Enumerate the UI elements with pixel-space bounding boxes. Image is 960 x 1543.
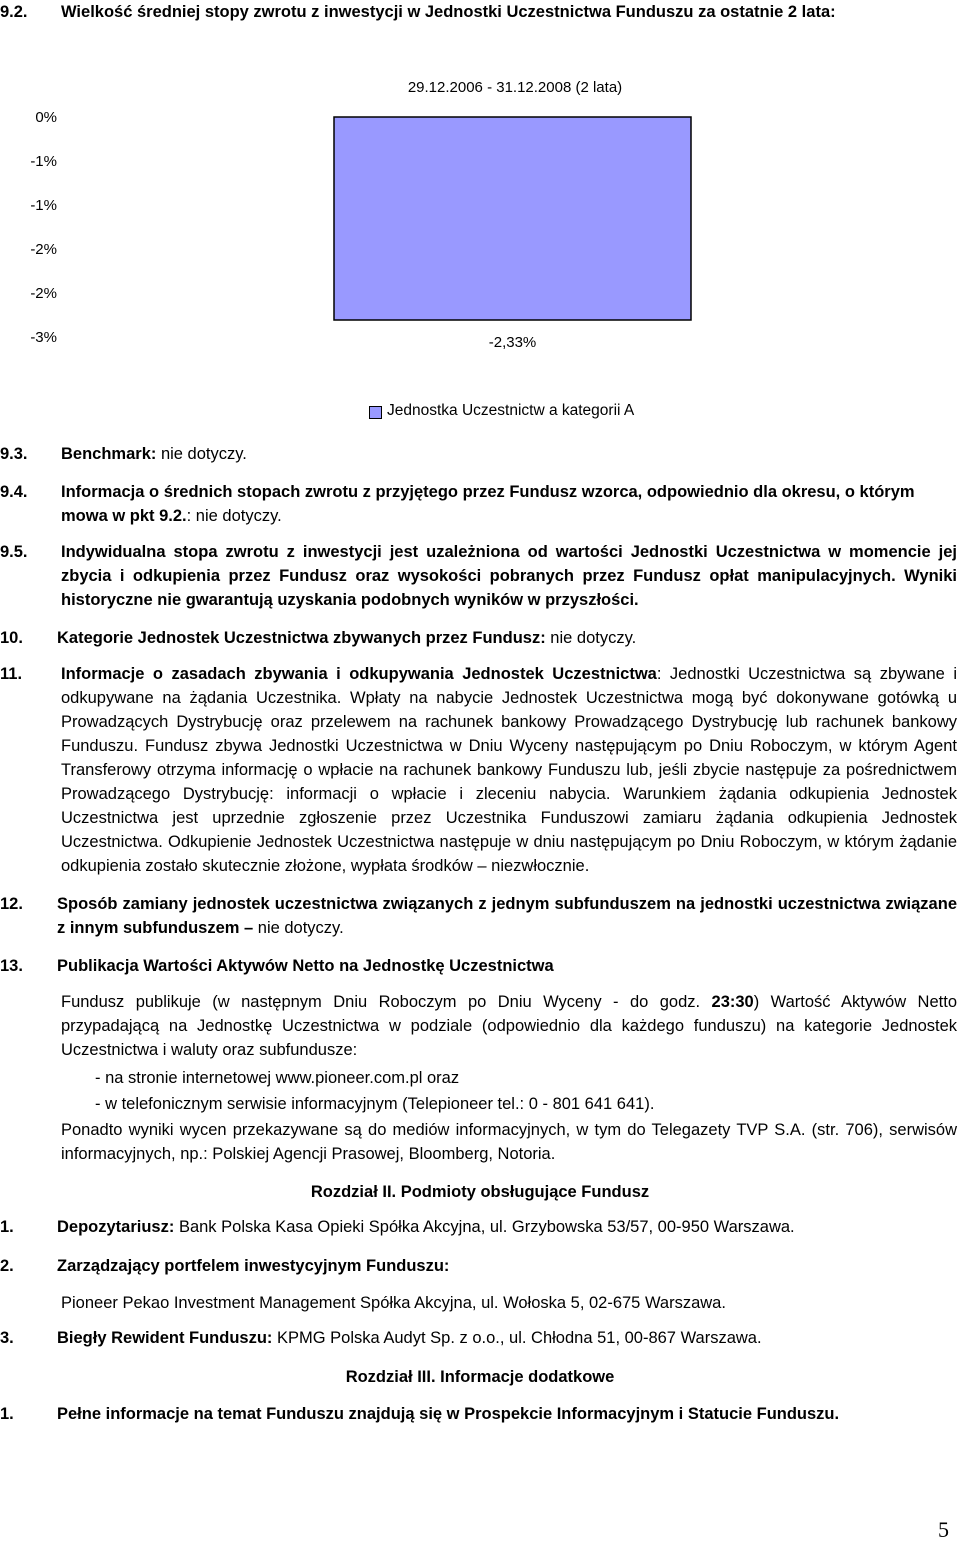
- chapter-3-item-1-text: Pełne informacje na temat Funduszu znajdują się w Prospekcie Informacyjnym i Statucie Funduszu.: [57, 1405, 840, 1423]
- chapter-2-item-1-number: 1.: [0, 1218, 14, 1236]
- section-9-4-value: : nie dotyczy.: [186, 507, 282, 525]
- portfolio-manager-label: Zarządzający portfelem inwestycyjnym Funduszu:: [57, 1257, 450, 1275]
- section-11-number: 11.: [0, 665, 23, 683]
- chapter-3-item-1-number: 1.: [0, 1405, 14, 1423]
- section-9-4-number: 9.4.: [0, 483, 28, 501]
- legend-label: Jednostka Uczestnictw a kategorii A: [387, 402, 635, 419]
- section-12-value: nie dotyczy.: [253, 919, 344, 937]
- y-tick-label: -2%: [30, 285, 57, 302]
- chapter-2-item-2-number: 2.: [0, 1257, 14, 1275]
- section-10-value: nie dotyczy.: [545, 629, 637, 647]
- chart-title: 29.12.2006 - 31.12.2008 (2 lata): [407, 79, 623, 96]
- section-9-4-ref: mowa w pkt 9.2.: [61, 507, 187, 525]
- section-12-label: Sposób zamiany jednostek uczestnictwa związanych z jednym subfunduszem na jednostki uczestnictwa związane z innym subfunduszem –: [57, 895, 957, 937]
- y-tick-label: 0%: [35, 109, 57, 126]
- section-9-4-line1: Informacja o średnich stopach zwrotu z przyjętego przez Fundusz wzorca, odpowiednio dla okresu, o którym: [61, 483, 915, 501]
- section-9-5-number: 9.5.: [0, 543, 28, 561]
- chapter-2-heading: Rozdział II. Podmioty obsługujące Fundusz: [310, 1183, 650, 1201]
- section-11-label: Informacje o zasadach zbywania i odkupywania Jednostek Uczestnictwa: [61, 665, 657, 683]
- section-13-p1-start: Fundusz publikuje (w następnym Dniu Roboczym po Dniu Wyceny - do godz.: [61, 993, 712, 1011]
- chart-data-labels: [489, 334, 537, 351]
- y-tick-label: -2%: [30, 241, 57, 258]
- section-10-text: [57, 626, 636, 650]
- section-9-4-line2: [61, 504, 282, 528]
- section-13-number: 13.: [0, 957, 23, 975]
- chapter-2-item-3: [57, 1326, 762, 1350]
- section-9-2-number: 9.2.: [0, 3, 28, 21]
- section-11-body: : Jednostki Uczestnictwa są zbywane i odkupywane na żądania Uczestnika. Wpłaty na nabycie Jednostek Uczestnictwa mogą być dokonywane gotówką u Prowadzących Dystrybucję oraz przelewem na rachunek bankowy Prowadzącego Dystrybucję lub rachunek bankowy Funduszu. Fundusz zbywa Jednostki Uczestnictwa w Dniu Wyceny następującym po Dniu Roboczym, w którym Agent Transferowy otrzyma informację o wpłacie na rachunek bankowy Funduszu lub, jeśli zbycie następuje za pośrednictwem Prowadzącego Dystrybucję: informacji o wpłacie i zleceniu nabycia. Warunkiem żądania odkupienia Jednostek Uczestnictwa jest uprzednie zgłoszenie przez Uczestnika Funduszowi zamiaru żądania odkupienia Jednostek Uczestnictwa. Odkupienie Jednostek Uczestnictwa następuje w dniu następującym po Dniu Roboczym, w którym żądanie odkupienia zostało skutecznie złożone, wypłata środków – niezwłocznie.: [61, 665, 957, 875]
- bar-chart: [0, 70, 960, 430]
- portfolio-manager-value: Pioneer Pekao Investment Management Spółka Akcyjna, ul. Wołoska 5, 02-675 Warszawa.: [61, 1294, 726, 1312]
- bar-data-label: -2,33%: [488, 334, 537, 351]
- section-9-2-title: Wielkość średniej stopy zwrotu z inwestycji w Jednostki Uczestnictwa Funduszu za ostatnie 2 lata:: [61, 3, 836, 21]
- section-11-text: [61, 662, 957, 878]
- y-tick-label: -1%: [30, 153, 57, 170]
- section-9-5-text: Indywidualna stopa zwrotu z inwestycji jest uzależniona od wartości Jednostki Uczestnictwa w momencie jej zbycia i odkupienia przez Fundusz oraz wysokości pobranych przez Fundusz opłat manipulacyjnych. Wyniki historyczne nie gwarantują uzyskania podobnych wyników w przyszłości.: [61, 543, 957, 609]
- chapter-2-item-3-number: 3.: [0, 1329, 14, 1347]
- section-9-3-label: Benchmark:: [61, 445, 157, 463]
- section-12-text: [57, 892, 957, 940]
- y-axis-ticks: [30, 109, 57, 346]
- section-13-bullet-website: - na stronie internetowej www.pioneer.com.pl oraz: [95, 1069, 460, 1087]
- section-13-paragraph-2: Ponadto wyniki wycen przekazywane są do mediów informacyjnych, w tym do Telegazety TVP S.A. (str. 706), serwisów informacyjnych, np.: Polskiej Agencji Prasowej, Bloomberg, Notoria.: [61, 1121, 957, 1163]
- chart-bars: [334, 117, 691, 320]
- section-13-title: Publikacja Wartości Aktywów Netto na Jednostkę Uczestnictwa: [57, 957, 554, 975]
- section-13-paragraph-1: [61, 990, 957, 1062]
- legend-swatch: [369, 406, 382, 419]
- chapter-3-heading: Rozdział III. Informacje dodatkowe: [345, 1368, 615, 1386]
- y-tick-label: -3%: [30, 329, 57, 346]
- section-10-label: Kategorie Jednostek Uczestnictwa zbywanych przez Fundusz:: [57, 629, 546, 647]
- chapter-2-item-1: [57, 1215, 795, 1239]
- section-9-3-text: [61, 442, 247, 466]
- y-tick-label: -1%: [30, 197, 57, 214]
- section-9-3-number: 9.3.: [0, 445, 28, 463]
- section-10-number: 10.: [0, 629, 23, 647]
- section-13-p1-end: ) Wartość Aktywów Netto przypadającą na Jednostkę Uczestnictwa w podziale (odpowiednio dla każdego funduszu) na kategorie Jednostek Uczestnictwa i waluty oraz subfundusze:: [61, 993, 957, 1059]
- section-13-p1-time: 23:30: [711, 993, 754, 1011]
- section-12-number: 12.: [0, 895, 23, 913]
- section-9-3-value: nie dotyczy.: [156, 445, 247, 463]
- depositary-value: Bank Polska Kasa Opieki Spółka Akcyjna, ul. Grzybowska 53/57, 00-950 Warszawa.: [174, 1218, 795, 1236]
- bar: [334, 117, 691, 320]
- depositary-label: Depozytariusz:: [57, 1218, 175, 1236]
- auditor-value: KPMG Polska Audyt Sp. z o.o., ul. Chłodna 51, 00-867 Warszawa.: [272, 1329, 762, 1347]
- section-13-bullet-phone: - w telefonicznym serwisie informacyjnym (Telepioneer tel.: 0 - 801 641 641).: [95, 1095, 655, 1113]
- page-number: 5: [938, 1517, 949, 1542]
- auditor-label: Biegły Rewident Funduszu:: [57, 1329, 273, 1347]
